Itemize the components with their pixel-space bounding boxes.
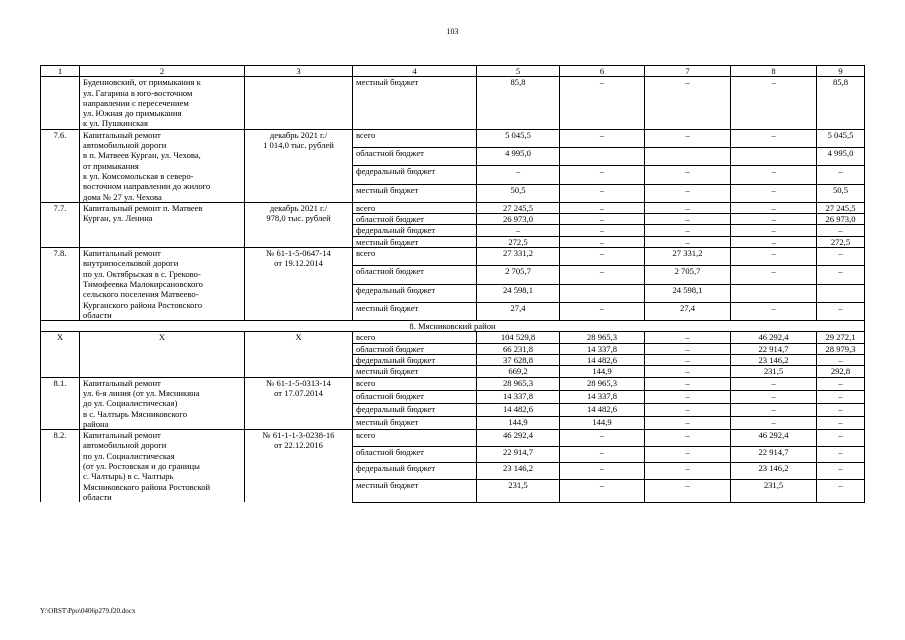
budget-value: – (560, 463, 645, 480)
budget-value: – (560, 266, 645, 284)
item-name-line: ул. Гагарина в юго-восточном (83, 87, 193, 98)
item-name-line: Капитальный ремонт (83, 430, 161, 441)
budget-value: 2 705,7 (477, 266, 560, 284)
budget-value: 27,4 (477, 302, 560, 320)
item-name-line: внутрипоселковой дороги (83, 258, 179, 269)
budget-value: 46 292,4 (731, 430, 817, 447)
budget-value: 27 245,5 (817, 202, 865, 213)
budget-value: – (560, 446, 645, 463)
item-name (80, 430, 245, 503)
item-document (245, 430, 353, 503)
budget-label: местный бюджет (353, 416, 477, 429)
budget-value: 104 529,8 (477, 332, 560, 343)
budget-value: 14 482,6 (560, 355, 645, 366)
budget-value: – (645, 430, 731, 447)
budget-value: 26 973,0 (477, 214, 560, 225)
section-title: 8. Мясниковский район (41, 321, 865, 332)
item-document-line: декабрь 2021 г./ (269, 202, 328, 213)
table-row (41, 129, 865, 147)
budget-value: 144,9 (560, 416, 645, 429)
item-name-line: с. Чалтырь) в с. Чалтырь (83, 471, 174, 482)
item-name-line: (от ул. Ростовская и до границы (83, 460, 200, 471)
item-name-line: Х (158, 332, 166, 343)
budget-value: – (560, 166, 645, 184)
budget-value: – (645, 236, 731, 247)
budget-value: – (731, 214, 817, 225)
item-name-line: ул. 6-я линия (от ул. Мясникяна (83, 387, 200, 398)
item-number: Х (41, 332, 80, 377)
budget-value: 14 482,6 (560, 403, 645, 416)
budget-value: 66 231,8 (477, 343, 560, 354)
budget-value: 23 146,2 (477, 463, 560, 480)
item-name-line: района (83, 418, 109, 429)
header-cell: 1 (41, 66, 80, 77)
budget-value: – (645, 355, 731, 366)
budget-label: всего (353, 332, 477, 343)
budget-value: – (731, 77, 817, 129)
budget-value: – (645, 390, 731, 403)
budget-value: 2 705,7 (645, 266, 731, 284)
budget-label: всего (353, 430, 477, 447)
budget-value: 4 995,0 (817, 148, 865, 166)
budget-value: – (731, 129, 817, 147)
item-number: 8.1. (41, 377, 80, 429)
budget-value: – (817, 403, 865, 416)
budget-value: – (731, 236, 817, 247)
budget-label: областной бюджет (353, 390, 477, 403)
item-name-line: автомобильной дороги (83, 440, 167, 451)
item-document-line: № 61-1-1-3-0238-16 (262, 430, 335, 441)
budget-value: – (645, 184, 731, 202)
budget-value (817, 284, 865, 302)
budget-value: 23 146,2 (731, 355, 817, 366)
budget-value: 26 973,0 (817, 214, 865, 225)
budget-value (731, 284, 817, 302)
item-document (245, 377, 353, 429)
budget-value: – (560, 77, 645, 129)
item-document-line: 978,0 тыс. рублей (266, 213, 331, 224)
budget-value: – (560, 129, 645, 147)
budget-value: 272,5 (477, 236, 560, 247)
budget-value: 231,5 (477, 479, 560, 502)
item-name (80, 332, 245, 377)
budget-label: федеральный бюджет (353, 403, 477, 416)
item-name-line: к ул. Пушкинская (83, 118, 148, 129)
budget-value: 272,5 (817, 236, 865, 247)
budget-value: – (731, 202, 817, 213)
item-number: 7.8. (41, 248, 80, 321)
table-row (41, 248, 865, 266)
item-name-line: Капитальный ремонт (83, 377, 161, 388)
budget-value: – (560, 236, 645, 247)
budget-value: – (645, 366, 731, 377)
item-document-line: от 17.07.2014 (274, 387, 323, 398)
budget-value: – (645, 416, 731, 429)
budget-value: – (817, 390, 865, 403)
budget-label: местный бюджет (353, 77, 477, 129)
budget-label: местный бюджет (353, 236, 477, 247)
table-row (41, 377, 865, 390)
item-name (80, 77, 245, 129)
budget-value: – (731, 302, 817, 320)
table-row (41, 202, 865, 213)
item-name (80, 248, 245, 321)
header-row (41, 66, 865, 77)
budget-value: 4 995,0 (477, 148, 560, 166)
budget-label: федеральный бюджет (353, 166, 477, 184)
budget-label: местный бюджет (353, 184, 477, 202)
budget-value: 24 598,1 (645, 284, 731, 302)
budget-label: местный бюджет (353, 366, 477, 377)
budget-value: – (731, 390, 817, 403)
item-document (245, 77, 353, 129)
header-cell: 5 (477, 66, 560, 77)
item-name-line: направлении с пересечением (83, 97, 189, 108)
budget-value: 14 337,8 (560, 390, 645, 403)
item-name-line: по ул. Социалистическая (83, 450, 175, 461)
budget-value (731, 148, 817, 166)
item-number (41, 77, 80, 129)
item-name (80, 129, 245, 202)
item-name-line: сельского поселения Матвеево- (83, 289, 199, 300)
budget-label: всего (353, 248, 477, 266)
item-document-line: № 61-1-5-0647-14 (266, 248, 331, 259)
item-name-line: Капитальный ремонт (83, 129, 161, 140)
budget-value: 14 337,8 (477, 390, 560, 403)
budget-value: – (817, 377, 865, 390)
budget-value: 22 914,7 (477, 446, 560, 463)
budget-value: 24 598,1 (477, 284, 560, 302)
item-name-line: к ул. Комсомольская в северо- (83, 170, 194, 181)
budget-value: 28 979,3 (817, 343, 865, 354)
budget-value: 14 337,8 (560, 343, 645, 354)
header-cell: 7 (645, 66, 731, 77)
budget-value: – (477, 225, 560, 236)
budget-label: федеральный бюджет (353, 284, 477, 302)
budget-value: – (817, 166, 865, 184)
budget-value: 669,2 (477, 366, 560, 377)
budget-value: – (645, 332, 731, 343)
budget-value: – (645, 479, 731, 502)
item-name-line: Курганского района Ростовского (83, 299, 203, 310)
item-number: 8.2. (41, 430, 80, 503)
item-document-line: от 19.12.2014 (274, 258, 323, 269)
footer-path: Y:\ORST\Ppo\0406p279.f20.docx (40, 607, 136, 615)
budget-value: 27 245,5 (477, 202, 560, 213)
item-number: 7.6. (41, 129, 80, 202)
item-name-line: Тимофеевка Малокирсановского (83, 278, 203, 289)
budget-value: – (477, 166, 560, 184)
budget-value: – (645, 77, 731, 129)
budget-value: – (645, 446, 731, 463)
budget-label: областной бюджет (353, 446, 477, 463)
budget-label: областной бюджет (353, 266, 477, 284)
item-name-line: Буденновский, от примыкания к (83, 77, 201, 88)
item-document-line: от 22.12.2016 (274, 440, 323, 451)
budget-value: – (560, 225, 645, 236)
budget-value: 14 482,6 (477, 403, 560, 416)
budget-value: – (645, 377, 731, 390)
budget-value: – (817, 355, 865, 366)
budget-value: – (731, 184, 817, 202)
budget-value: 85,8 (817, 77, 865, 129)
budget-value: 28 965,3 (477, 377, 560, 390)
budget-value: – (645, 214, 731, 225)
budget-label: федеральный бюджет (353, 463, 477, 480)
section-row (41, 321, 865, 332)
header-cell: 3 (245, 66, 353, 77)
budget-value: – (645, 166, 731, 184)
item-name-line: дома № 27 ул. Чехова (83, 191, 162, 202)
header-cell: 9 (817, 66, 865, 77)
item-name-line: по ул. Октябрьская в с. Греково- (83, 268, 201, 279)
item-name-line: в п. Матвеев Курган, ул. Чехова, (83, 150, 201, 161)
budget-value: – (817, 479, 865, 502)
budget-value: 29 272,1 (817, 332, 865, 343)
budget-value: 292,8 (817, 366, 865, 377)
budget-value: 231,5 (731, 366, 817, 377)
header-cell: 4 (353, 66, 477, 77)
budget-value: 22 914,7 (731, 343, 817, 354)
budget-value: – (560, 202, 645, 213)
budget-value: – (560, 302, 645, 320)
budget-value: 85,8 (477, 77, 560, 129)
budget-value: 28 965,3 (560, 332, 645, 343)
table-body (41, 66, 865, 503)
budget-value: – (560, 248, 645, 266)
budget-value: – (817, 430, 865, 447)
table-row (41, 430, 865, 447)
item-document (245, 202, 353, 247)
table-row (41, 77, 865, 129)
budget-value: 23 146,2 (731, 463, 817, 480)
budget-value: – (817, 225, 865, 236)
budget-value: 144,9 (560, 366, 645, 377)
item-document (245, 129, 353, 202)
budget-table (40, 65, 865, 503)
budget-label: федеральный бюджет (353, 355, 477, 366)
budget-label: областной бюджет (353, 214, 477, 225)
item-name-line: Курган, ул. Ленина (83, 213, 153, 224)
budget-value: – (731, 225, 817, 236)
item-document-line: № 61-1-5-0313-14 (266, 377, 331, 388)
budget-label: местный бюджет (353, 302, 477, 320)
budget-value: 22 914,7 (731, 446, 817, 463)
budget-value: 50,5 (817, 184, 865, 202)
budget-value: 28 965,3 (560, 377, 645, 390)
budget-value: 37 628,8 (477, 355, 560, 366)
budget-value: – (817, 463, 865, 480)
item-number: 7.7. (41, 202, 80, 247)
budget-value: – (560, 430, 645, 447)
budget-value: – (731, 377, 817, 390)
budget-value: – (817, 416, 865, 429)
budget-value: – (731, 266, 817, 284)
budget-value: 46 292,4 (477, 430, 560, 447)
item-name-line: автомобильной дороги (83, 140, 167, 151)
budget-value: – (731, 166, 817, 184)
table-row (41, 332, 865, 343)
item-document (245, 248, 353, 321)
item-name-line: до ул. Социалистическая) (83, 398, 178, 409)
item-name-line: восточном направлении до жилого (83, 181, 211, 192)
item-name-line: в с. Чалтырь Мясниковского (83, 408, 188, 419)
item-document-line: 1 014,0 тыс. рублей (263, 140, 334, 151)
budget-value: 231,5 (731, 479, 817, 502)
item-document-line: декабрь 2021 г./ (269, 129, 328, 140)
budget-value: – (817, 446, 865, 463)
budget-value: – (645, 343, 731, 354)
budget-value: 27 331,2 (477, 248, 560, 266)
budget-value: 50,5 (477, 184, 560, 202)
item-document (245, 332, 353, 377)
budget-value: – (731, 416, 817, 429)
budget-value: – (560, 214, 645, 225)
budget-value: – (645, 225, 731, 236)
item-name-line: Капитальный ремонт (83, 248, 161, 259)
budget-label: федеральный бюджет (353, 225, 477, 236)
budget-label: всего (353, 202, 477, 213)
budget-label: всего (353, 129, 477, 147)
budget-value (645, 148, 731, 166)
budget-value (560, 284, 645, 302)
budget-value: – (645, 403, 731, 416)
item-name-line: области (83, 491, 112, 502)
item-name (80, 202, 245, 247)
budget-value: – (817, 248, 865, 266)
item-name (80, 377, 245, 429)
budget-value: – (645, 202, 731, 213)
budget-value: – (645, 463, 731, 480)
item-name-line: от примыкания (83, 160, 139, 171)
budget-label: местный бюджет (353, 479, 477, 502)
budget-value: 144,9 (477, 416, 560, 429)
budget-value: – (645, 129, 731, 147)
item-name-line: Мясниковского района Ростовской (83, 481, 211, 492)
budget-label: областной бюджет (353, 343, 477, 354)
budget-value: 46 292,4 (731, 332, 817, 343)
budget-value: – (731, 248, 817, 266)
budget-label: всего (353, 377, 477, 390)
budget-value: – (560, 479, 645, 502)
budget-value: – (817, 266, 865, 284)
budget-value: 5 045,5 (477, 129, 560, 147)
budget-value: 27,4 (645, 302, 731, 320)
budget-value: 27 331,2 (645, 248, 731, 266)
header-cell: 6 (560, 66, 645, 77)
item-name-line: области (83, 309, 112, 320)
budget-value: 5 045,5 (817, 129, 865, 147)
item-name-line: Капитальный ремонт п. Матвеев (83, 202, 203, 213)
header-cell: 2 (80, 66, 245, 77)
header-cell: 8 (731, 66, 817, 77)
item-name-line: ул. Южная до примыкания (83, 108, 182, 119)
budget-label: областной бюджет (353, 148, 477, 166)
item-document-line: Х (295, 332, 302, 343)
budget-value: – (731, 403, 817, 416)
budget-value (560, 148, 645, 166)
budget-value: – (817, 302, 865, 320)
budget-value: – (560, 184, 645, 202)
page-number: 103 (446, 27, 459, 36)
